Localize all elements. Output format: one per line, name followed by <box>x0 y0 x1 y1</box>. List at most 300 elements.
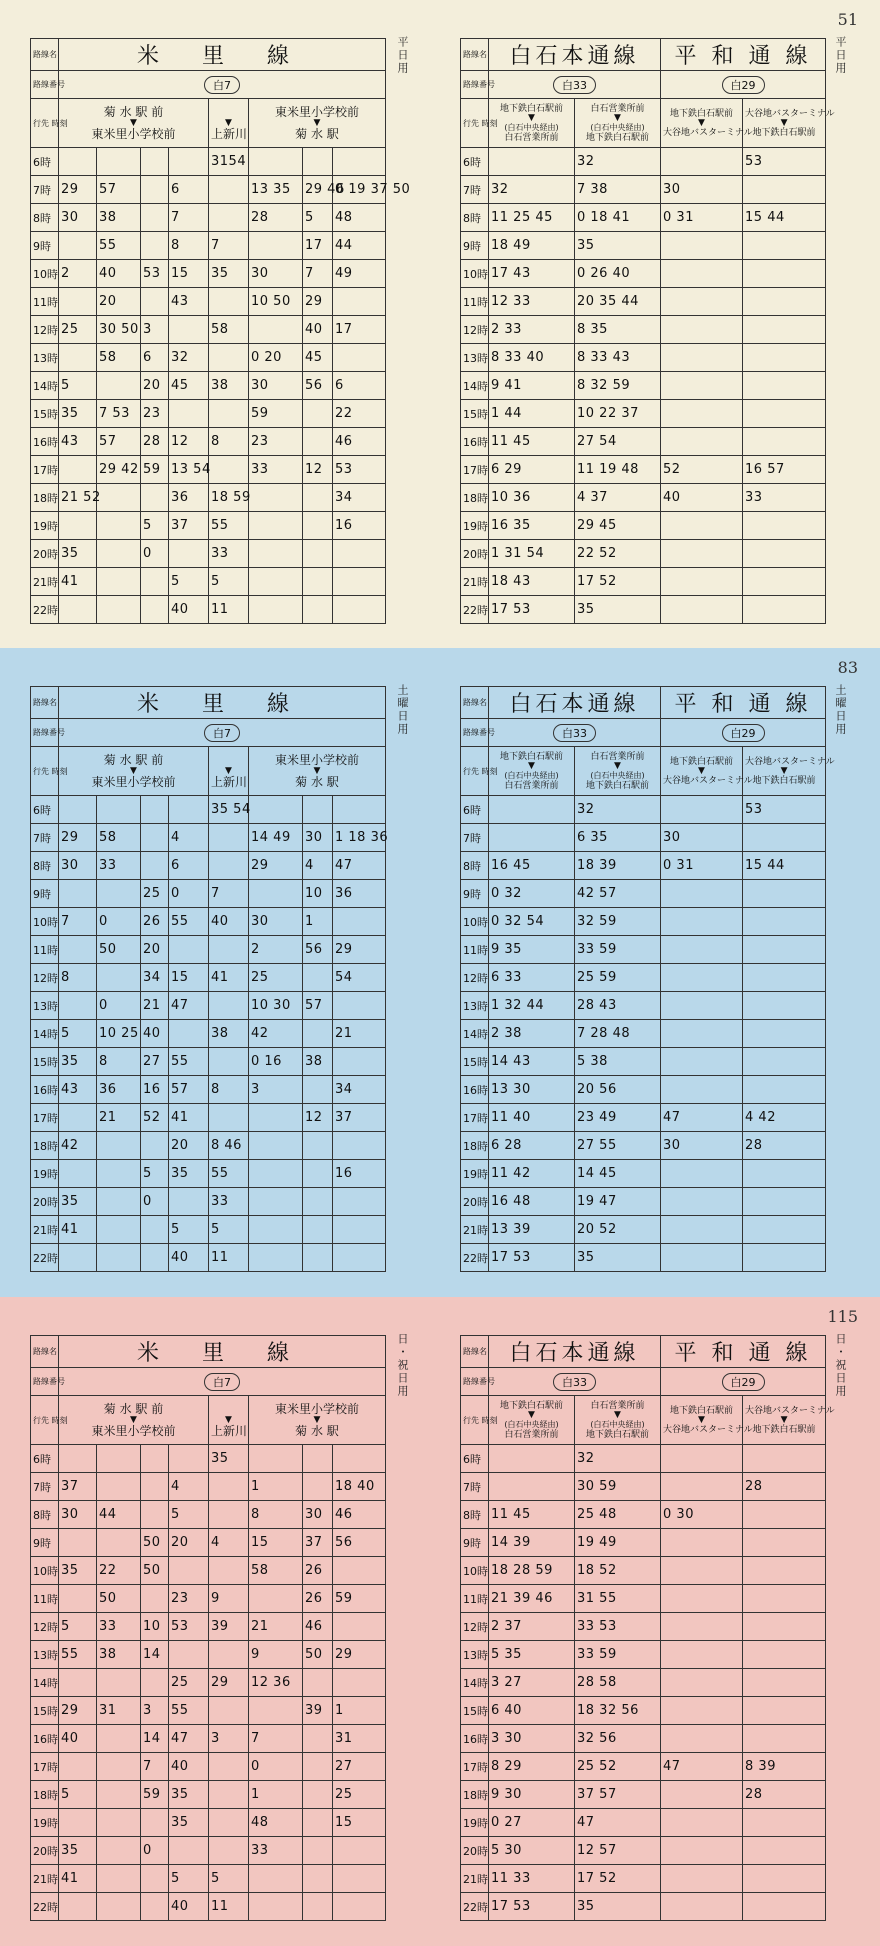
minute-cell: 53 <box>743 148 826 176</box>
minute-cell <box>333 568 386 596</box>
minute-cell <box>141 484 169 512</box>
minute-cell <box>661 344 743 372</box>
minute-cell: 1 32 44 <box>489 992 575 1020</box>
minute-cell <box>59 596 97 624</box>
table-row <box>31 1725 386 1753</box>
table-row <box>31 1781 386 1809</box>
table-row <box>31 400 386 428</box>
route-number-label: 路線番号 <box>461 71 489 99</box>
table-row <box>31 1529 386 1557</box>
minute-cell <box>97 568 141 596</box>
minute-cell: 55 <box>59 1641 97 1669</box>
table-row <box>461 456 826 484</box>
minute-cell: 11 19 48 <box>575 456 661 484</box>
header-higashiyonesato-to-kikusui: 東米里小学校前 ▼ 菊 水 駅 <box>249 99 386 148</box>
minute-cell: 55 <box>169 908 209 936</box>
minute-cell <box>249 596 303 624</box>
minute-cell <box>303 1865 333 1893</box>
minute-cell: 41 <box>59 1865 97 1893</box>
minute-cell: 25 52 <box>575 1753 661 1781</box>
minute-cell <box>59 344 97 372</box>
table-row <box>31 824 386 852</box>
minute-cell: 25 <box>249 964 303 992</box>
minute-cell <box>303 1837 333 1865</box>
minute-cell: 9 <box>249 1641 303 1669</box>
hour-cell: 11時 <box>461 288 489 316</box>
minute-cell: 13 35 <box>249 176 303 204</box>
minute-cell: 47 <box>333 852 386 880</box>
minute-cell: 42 <box>59 1132 97 1160</box>
route-badge: 白29 <box>722 76 765 94</box>
minute-cell <box>303 1216 333 1244</box>
minute-cell <box>97 1473 141 1501</box>
line-name: 米 里 線 <box>59 1336 386 1368</box>
minute-cell: 30 59 <box>575 1473 661 1501</box>
hour-cell: 13時 <box>31 992 59 1020</box>
minute-cell: 38 <box>303 1048 333 1076</box>
hour-cell: 19時 <box>31 1160 59 1188</box>
minute-cell: 4 <box>169 824 209 852</box>
minute-cell <box>249 1132 303 1160</box>
minute-cell <box>333 1893 386 1921</box>
table-row <box>461 1725 826 1753</box>
table-row <box>461 288 826 316</box>
hour-cell: 14時 <box>31 1669 59 1697</box>
minute-cell: 14 43 <box>489 1048 575 1076</box>
minute-cell: 10 <box>141 1613 169 1641</box>
minute-cell <box>303 484 333 512</box>
minute-cell <box>743 1244 826 1272</box>
minute-cell <box>661 1781 743 1809</box>
minute-cell: 14 45 <box>575 1160 661 1188</box>
minute-cell: 40 <box>303 316 333 344</box>
minute-cell: 5 <box>303 204 333 232</box>
table-row <box>31 372 386 400</box>
minute-cell <box>303 512 333 540</box>
minute-cell <box>661 1697 743 1725</box>
minute-cell: 8 35 <box>575 316 661 344</box>
minute-cell <box>169 148 209 176</box>
minute-cell: 3 <box>209 1725 249 1753</box>
page-number: 51 <box>837 10 858 29</box>
direction-header: 地下鉄白石駅前 ▼ (白石中央経由) 白石営業所前 <box>489 747 575 796</box>
minute-cell: 57 <box>97 176 141 204</box>
minute-cell <box>303 1132 333 1160</box>
minute-cell: 23 <box>141 400 169 428</box>
minute-cell <box>743 1160 826 1188</box>
minute-cell <box>141 1893 169 1921</box>
minute-cell: 41 <box>209 964 249 992</box>
hour-cell: 13時 <box>461 1641 489 1669</box>
hour-cell: 8時 <box>31 852 59 880</box>
minute-cell: 52 <box>141 1104 169 1132</box>
direction-header: 地下鉄白石駅前 ▼ 大谷地バスターミナル <box>661 99 743 148</box>
minute-cell: 0 <box>249 1753 303 1781</box>
hour-cell: 6時 <box>461 796 489 824</box>
minute-cell: 15 <box>169 260 209 288</box>
minute-cell <box>661 1865 743 1893</box>
minute-cell: 12 <box>303 1104 333 1132</box>
minute-cell: 43 <box>169 288 209 316</box>
table-row <box>31 456 386 484</box>
minute-cell: 20 <box>169 1132 209 1160</box>
minute-cell <box>303 1809 333 1837</box>
minute-cell <box>249 148 303 176</box>
destination-label: 行先 時刻 <box>461 747 489 796</box>
minute-cell: 40 <box>59 1725 97 1753</box>
minute-cell <box>97 1216 141 1244</box>
direction-header: 大谷地バスターミナル ▼ 地下鉄白石駅前 <box>743 747 826 796</box>
table-row <box>31 1501 386 1529</box>
minute-cell <box>303 1076 333 1104</box>
minute-cell: 35 <box>59 1837 97 1865</box>
shiroishi-heiwa-line-table <box>460 38 835 624</box>
minute-cell: 0 26 40 <box>575 260 661 288</box>
minute-cell: 0 19 37 50 <box>333 176 386 204</box>
line-name-label: 路線名 <box>31 687 59 719</box>
minute-cell: 30 <box>249 908 303 936</box>
minute-cell <box>303 1244 333 1272</box>
table-row <box>31 1445 386 1473</box>
minute-cell <box>743 992 826 1020</box>
minute-cell: 34 <box>141 964 169 992</box>
minute-cell <box>743 1809 826 1837</box>
hour-cell: 18時 <box>31 1132 59 1160</box>
minute-cell: 21 <box>141 992 169 1020</box>
minute-cell: 0 <box>169 880 209 908</box>
hour-cell: 13時 <box>31 1641 59 1669</box>
minute-cell <box>169 1188 209 1216</box>
day-label: 日・祝日用 <box>396 1333 409 1398</box>
table-row <box>461 992 826 1020</box>
minute-cell <box>303 540 333 568</box>
route-badge: 白33 <box>553 76 596 94</box>
minute-cell: 47 <box>661 1753 743 1781</box>
minute-cell <box>303 1781 333 1809</box>
timetable-page <box>0 1297 880 1946</box>
minute-cell: 10 50 <box>249 288 303 316</box>
table-row <box>31 1557 386 1585</box>
table-row <box>461 568 826 596</box>
minute-cell: 0 31 <box>661 204 743 232</box>
table-row <box>31 568 386 596</box>
minute-cell <box>661 1216 743 1244</box>
minute-cell <box>249 1104 303 1132</box>
hour-cell: 16時 <box>461 1076 489 1104</box>
shiroishi-heiwa-line-table <box>460 1335 835 1921</box>
minute-cell <box>661 316 743 344</box>
route-number-label: 路線番号 <box>461 719 489 747</box>
minute-cell <box>661 964 743 992</box>
minute-cell: 26 <box>141 908 169 936</box>
hour-cell: 16時 <box>31 428 59 456</box>
minute-cell: 4 42 <box>743 1104 826 1132</box>
table-row <box>461 1837 826 1865</box>
hour-cell: 21時 <box>461 568 489 596</box>
hour-cell: 17時 <box>461 1753 489 1781</box>
timetable-page <box>0 648 880 1297</box>
hour-cell: 10時 <box>31 260 59 288</box>
minute-cell: 58 <box>249 1557 303 1585</box>
line-name-label: 路線名 <box>461 1336 489 1368</box>
hour-cell: 14時 <box>31 372 59 400</box>
hour-cell: 14時 <box>31 1020 59 1048</box>
minute-cell: 30 <box>661 176 743 204</box>
table-row <box>31 1585 386 1613</box>
minute-cell <box>333 1445 386 1473</box>
minute-cell <box>97 880 141 908</box>
table-row <box>31 852 386 880</box>
minute-cell <box>743 596 826 624</box>
minute-cell: 22 52 <box>575 540 661 568</box>
table-row <box>461 1613 826 1641</box>
hour-cell: 10時 <box>31 1557 59 1585</box>
minute-cell: 57 <box>169 1076 209 1104</box>
minute-cell: 35 <box>59 1557 97 1585</box>
minute-cell: 55 <box>169 1048 209 1076</box>
minute-cell: 22 <box>333 400 386 428</box>
hour-cell: 20時 <box>31 1837 59 1865</box>
minute-cell: 14 39 <box>489 1529 575 1557</box>
minute-cell: 29 42 <box>97 456 141 484</box>
minute-cell: 39 <box>303 1697 333 1725</box>
minute-cell <box>141 568 169 596</box>
minute-cell <box>209 1753 249 1781</box>
minute-cell: 1 44 <box>489 400 575 428</box>
hour-cell: 22時 <box>461 596 489 624</box>
line-name-label: 路線名 <box>31 39 59 71</box>
minute-cell <box>743 880 826 908</box>
minute-cell: 19 49 <box>575 1529 661 1557</box>
minute-cell: 0 32 <box>489 880 575 908</box>
minute-cell: 5 38 <box>575 1048 661 1076</box>
hour-cell: 15時 <box>31 1048 59 1076</box>
minute-cell: 29 <box>209 1669 249 1697</box>
minute-cell: 36 <box>169 484 209 512</box>
hour-cell: 19時 <box>31 1809 59 1837</box>
minute-cell <box>209 344 249 372</box>
minute-cell: 59 <box>333 1585 386 1613</box>
yonesato-line-table <box>30 1335 386 1921</box>
table-row <box>31 908 386 936</box>
direction-header: 地下鉄白石駅前 ▼ 大谷地バスターミナル <box>661 747 743 796</box>
minute-cell: 12 33 <box>489 288 575 316</box>
minute-cell <box>141 796 169 824</box>
hour-cell: 15時 <box>461 400 489 428</box>
table-row <box>31 1809 386 1837</box>
minute-cell: 10 36 <box>489 484 575 512</box>
minute-cell <box>661 232 743 260</box>
minute-cell <box>97 372 141 400</box>
page-number: 83 <box>837 658 858 677</box>
hour-cell: 16時 <box>461 1725 489 1753</box>
direction-header: 地下鉄白石駅前 ▼ (白石中央経由) 白石営業所前 <box>489 99 575 148</box>
minute-cell <box>249 880 303 908</box>
minute-cell <box>661 1585 743 1613</box>
minute-cell: 0 30 <box>661 1501 743 1529</box>
minute-cell: 8 39 <box>743 1753 826 1781</box>
hour-cell: 16時 <box>461 428 489 456</box>
minute-cell: 5 <box>209 1216 249 1244</box>
minute-cell <box>59 1160 97 1188</box>
minute-cell <box>141 232 169 260</box>
minute-cell: 25 59 <box>575 964 661 992</box>
minute-cell: 40 <box>169 1893 209 1921</box>
minute-cell: 35 <box>209 260 249 288</box>
table-row <box>461 1501 826 1529</box>
minute-cell: 55 <box>97 232 141 260</box>
minute-cell <box>661 1669 743 1697</box>
line-name-label: 路線名 <box>31 1336 59 1368</box>
hour-cell: 9時 <box>31 880 59 908</box>
minute-cell: 35 <box>209 1445 249 1473</box>
minute-cell <box>209 1809 249 1837</box>
destination-label: 行先 時刻 <box>31 747 59 796</box>
minute-cell: 33 <box>209 1188 249 1216</box>
minute-cell: 0 <box>97 992 141 1020</box>
minute-cell: 0 31 <box>661 852 743 880</box>
minute-cell: 5 <box>169 1865 209 1893</box>
destination-label: 行先 時刻 <box>31 1396 59 1445</box>
minute-cell <box>743 176 826 204</box>
minute-cell: 40 <box>209 908 249 936</box>
minute-cell: 23 <box>249 428 303 456</box>
minute-cell: 0 18 41 <box>575 204 661 232</box>
table-row <box>461 1048 826 1076</box>
table-row <box>31 796 386 824</box>
hour-cell: 6時 <box>31 148 59 176</box>
minute-cell: 11 33 <box>489 1865 575 1893</box>
minute-cell: 20 56 <box>575 1076 661 1104</box>
page-number: 115 <box>827 1307 858 1326</box>
table-row <box>31 176 386 204</box>
table-row <box>31 512 386 540</box>
route-badge: 白7 <box>204 1373 240 1391</box>
header-higashiyonesato-to-kikusui: 東米里小学校前 ▼ 菊 水 駅 <box>249 747 386 796</box>
minute-cell: 6 40 <box>489 1697 575 1725</box>
minute-cell: 9 35 <box>489 936 575 964</box>
minute-cell: 29 45 <box>575 512 661 540</box>
minute-cell: 13 39 <box>489 1216 575 1244</box>
minute-cell <box>141 852 169 880</box>
table-row <box>31 880 386 908</box>
minute-cell: 3154 <box>209 148 249 176</box>
minute-cell: 28 <box>743 1132 826 1160</box>
hour-cell: 11時 <box>31 288 59 316</box>
minute-cell <box>141 1216 169 1244</box>
hour-cell: 17時 <box>461 456 489 484</box>
minute-cell <box>59 796 97 824</box>
minute-cell <box>209 288 249 316</box>
table-row <box>461 344 826 372</box>
minute-cell: 35 <box>59 540 97 568</box>
minute-cell: 39 <box>209 1613 249 1641</box>
minute-cell <box>303 1893 333 1921</box>
table-row <box>461 1076 826 1104</box>
minute-cell: 21 <box>97 1104 141 1132</box>
direction-header: 白石営業所前 ▼ (白石中央経由) 地下鉄白石駅前 <box>575 99 661 148</box>
minute-cell: 25 <box>333 1781 386 1809</box>
hour-cell: 21時 <box>31 1865 59 1893</box>
minute-cell: 5 <box>141 512 169 540</box>
hour-cell: 21時 <box>461 1865 489 1893</box>
minute-cell <box>209 1048 249 1076</box>
minute-cell: 38 <box>97 1641 141 1669</box>
minute-cell: 11 45 <box>489 1501 575 1529</box>
minute-cell <box>97 1865 141 1893</box>
route-number-33 <box>489 71 661 99</box>
minute-cell: 33 <box>249 456 303 484</box>
hour-cell: 7時 <box>461 176 489 204</box>
minute-cell <box>303 796 333 824</box>
minute-cell <box>743 344 826 372</box>
minute-cell: 35 <box>575 596 661 624</box>
minute-cell <box>97 1132 141 1160</box>
table-row <box>461 428 826 456</box>
minute-cell: 20 <box>141 372 169 400</box>
minute-cell: 17 43 <box>489 260 575 288</box>
minute-cell: 55 <box>209 512 249 540</box>
minute-cell: 2 38 <box>489 1020 575 1048</box>
minute-cell: 5 <box>169 1216 209 1244</box>
minute-cell <box>661 992 743 1020</box>
minute-cell: 29 <box>333 936 386 964</box>
route-number-label: 路線番号 <box>31 1368 59 1396</box>
table-row <box>461 1529 826 1557</box>
minute-cell: 5 <box>169 568 209 596</box>
minute-cell <box>169 400 209 428</box>
minute-cell: 35 <box>169 1160 209 1188</box>
minute-cell: 12 57 <box>575 1837 661 1865</box>
minute-cell: 1 <box>303 908 333 936</box>
table-row <box>461 512 826 540</box>
minute-cell: 8 29 <box>489 1753 575 1781</box>
table-row <box>461 936 826 964</box>
minute-cell <box>249 1893 303 1921</box>
minute-cell: 30 <box>661 1132 743 1160</box>
hour-cell: 22時 <box>31 1244 59 1272</box>
minute-cell <box>661 1445 743 1473</box>
hour-cell: 6時 <box>461 1445 489 1473</box>
minute-cell <box>333 1837 386 1865</box>
minute-cell: 35 <box>59 400 97 428</box>
hour-cell: 9時 <box>461 880 489 908</box>
minute-cell: 32 <box>169 344 209 372</box>
minute-cell: 40 <box>169 1244 209 1272</box>
minute-cell: 38 <box>209 372 249 400</box>
route-number <box>59 1368 386 1396</box>
hour-cell: 18時 <box>461 1132 489 1160</box>
minute-cell <box>661 260 743 288</box>
hour-cell: 7時 <box>31 1473 59 1501</box>
hour-cell: 13時 <box>31 344 59 372</box>
route-badge: 白29 <box>722 1373 765 1391</box>
minute-cell <box>249 1865 303 1893</box>
minute-cell: 27 <box>333 1753 386 1781</box>
table-row <box>31 1669 386 1697</box>
table-row <box>31 1216 386 1244</box>
minute-cell <box>97 1781 141 1809</box>
hour-cell: 12時 <box>461 1613 489 1641</box>
minute-cell <box>97 148 141 176</box>
minute-cell <box>743 1893 826 1921</box>
table-row <box>31 1641 386 1669</box>
hour-cell: 10時 <box>461 260 489 288</box>
minute-cell: 2 37 <box>489 1613 575 1641</box>
table-row <box>461 964 826 992</box>
minute-cell <box>333 596 386 624</box>
hour-cell: 8時 <box>461 204 489 232</box>
